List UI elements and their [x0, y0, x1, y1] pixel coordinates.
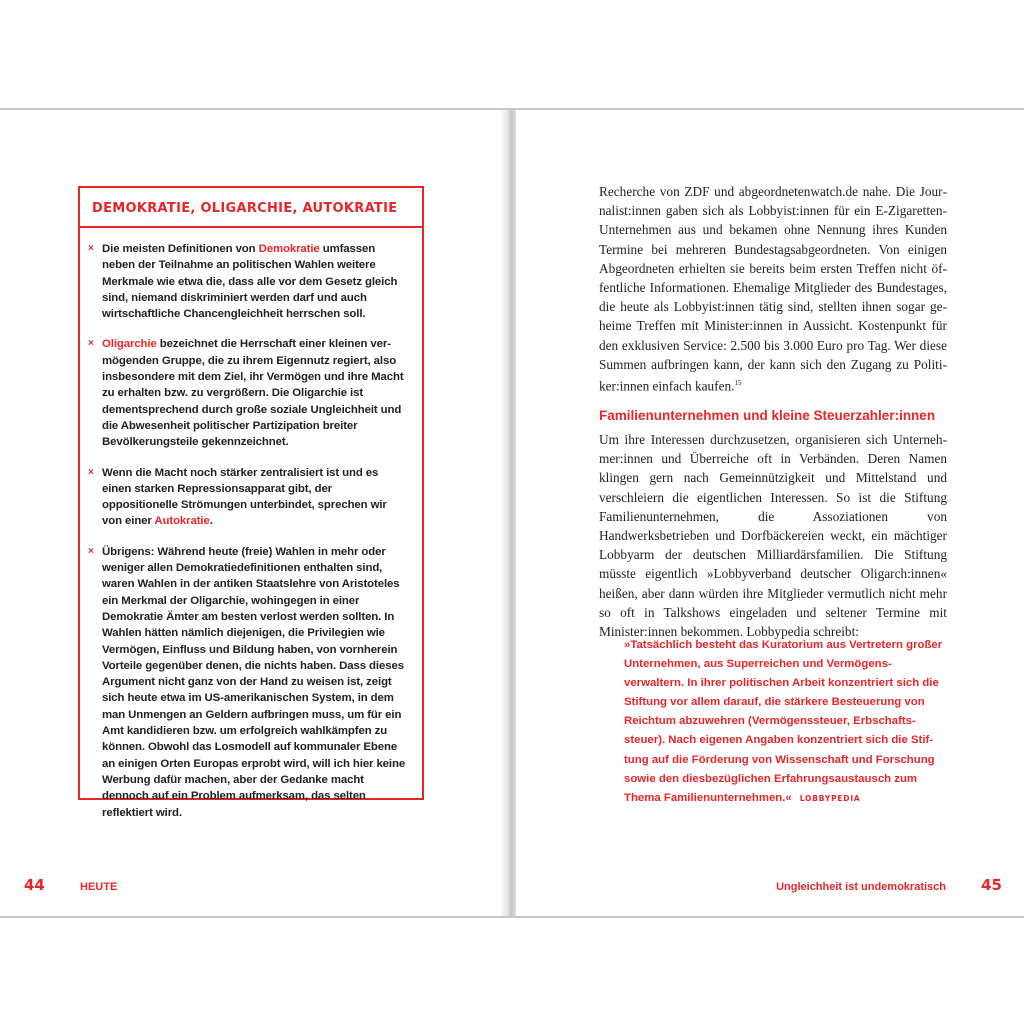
running-head-left: HEUTE [80, 881, 118, 893]
item-text: bezeichnet die Herrschaft einer kleinen vermögenden Gruppe, die zu ihrem Eigennutz regiert, also insbesondere mit dem Ziel, ihr Vermögen und ihre Macht zu erhalten bzw. zu vergrößern. Die Oligarchie ist dementsprechend durch große soziale Ungleichheit und die Abwesenheit politischer Partizipation breiter Bevölkerungsteile gekennzeichnet. [102, 338, 404, 449]
paragraph-text: Recherche von ZDF und abgeordnetenwatch.de nahe. Die Journalist:innen gaben sich als Lobbyist:innen für ein E-Zigaretten-Unternehmen aus und bekamen ohne Nennung ihres Kunden Termine bei mehreren Bundestagsabgeordneten. Von einigen Abgeordneten erhielten sie bereits beim ersten Treffen nicht öffentliche Informationen. Ehemalige Mitglieder des Bundestages, die heute als Lobbyist:innen tätig sind, stellten ihnen sogar geheime Treffen mit Minister:innen in Aussicht. Kostenpunkt für den exklusiven Service: 2.500 bis 3.000 Euro pro Tag. Wer diese Summen aufbringen kann, der kann sich den Zugang zu Politiker:innen einfach kaufen. [599, 184, 947, 394]
cross-bullet-icon: × [88, 545, 94, 557]
term-autokratie: Autokratie [154, 515, 210, 528]
quote-text: »Tatsächlich besteht das Kuratorium aus Vertretern großer Unternehmen, aus Superreichen und Vermögensverwaltern. In ihrer politischen Arbeit konzentriert sich die Stiftung vor allem darauf, die stärkere Besteuerung von Reichtum abzuwehren (Vermögenssteuer, Erbschaftssteuer). Nach eigenen Angaben konzentriert sich die Stiftung auf die Förderung von Wissenschaft und Forschung sowie den diesbezüglichen Erfahrungsaustausch zum Thema Familienunternehmen.« [624, 639, 943, 804]
cross-bullet-icon: × [88, 338, 94, 350]
item-text: umfassen neben der Teilnahme an politischen Wahlen weitere Merkmale wie etwa die, dass alle vor dem Gesetz gleich sind, niemand diskriminiert werden darf und auch wirtschaftliche Chancengleichheit herrschen soll. [102, 243, 398, 321]
info-box [78, 186, 424, 819]
footnote-reference: 15 [734, 379, 742, 388]
list-item-demokratie [88, 241, 408, 322]
list-item-autokratie [88, 465, 408, 530]
item-text: Wenn die Macht noch stärker zentralisiert ist und es einen starken Repressionsapparat gibt, der oppositionelle Strömungen unterbindet, sprechen wir von einer [102, 466, 387, 528]
block-quote [624, 636, 944, 808]
cross-bullet-icon: × [88, 466, 94, 478]
quote-source: LOBBYPEDIA [799, 793, 861, 803]
cross-bullet-icon: × [88, 243, 94, 254]
list-item-uebrigens [88, 544, 408, 821]
page-number-left: 44 [24, 876, 45, 894]
item-text: Übrigens: Während heute (freie) Wahlen in mehr oder weniger allen Demokratiedefinitionen enthalten sind, waren Wahlen in der antiken Staatslehre von Aristoteles ein Merkmal der Oligarchie, wohingegen in einer Demokratie Ämter am besten verlost werden sollten. In Wahlen hätten nämlich diejenigen, die Privilegien wie Vermögen, Einfluss und Bildung haben, von vornherein Vorteile gegenüber denen, die nichts haben. Dass dieses Argument nicht ganz von der Hand zu weisen ist, zeigt sich heute etwa im US-amerikanischen System, in dem man Unmengen an Geldern aufbringen muss, um für ein Amt kandidieren bzw. um erfolgreich wahlkämpfen zu können. Obwohl das Losmodell auf kommunaler Ebene an einigen Orten Europas erprobt wird, will ich hier keine Werbung dafür machen, aber der Gedanke macht dennoch auf ein Problem aufmerksam, das selten reflektiert wird. [102, 545, 406, 819]
body-paragraph-1 [599, 182, 947, 396]
left-page [0, 110, 508, 916]
term-oligarchie: Oligarchie [102, 338, 157, 351]
running-head-right: Ungleichheit ist undemokratisch [776, 881, 946, 893]
info-box-list [80, 228, 422, 821]
list-item-oligarchie [88, 336, 408, 450]
page-number-right: 45 [981, 876, 1002, 894]
book-spread [0, 108, 1024, 918]
item-text: Die meisten Definitionen von [102, 243, 259, 255]
section-subheading: Familienunternehmen und kleine Steuerzahler:innen [599, 408, 936, 423]
body-paragraph-2: Um ihre Interessen durchzusetzen, organisieren sich Unternehmer:innen und Überreiche oft in Verbänden. Deren Namen klingen gern nach Gemeinnützigkeit und Mittelstand und verschleiern die eigentlichen Interessen. So ist die Stiftung Familienunternehmen, die Assoziationen von Handwerksbetrieben und Dorfbäckereien weckt, ein mächtiger Lobbyarm der deutschen Milliardärsfamilien. Die Stiftung müsste eigentlich »Lobbyverband deutscher Oligarch:innen« heißen, aber dann würden ihre Mitglieder vermutlich nicht mehr so oft in Talkshows eingeladen und seltener Termine mit Minister:innen bekommen. Lobbypedia schreibt: [599, 432, 947, 640]
info-box-title: DEMOKRATIE, OLIGARCHIE, AUTOKRATIE [80, 188, 422, 228]
right-page [516, 110, 1024, 916]
term-demokratie: Demokratie [258, 243, 320, 255]
item-text: . [209, 515, 213, 528]
